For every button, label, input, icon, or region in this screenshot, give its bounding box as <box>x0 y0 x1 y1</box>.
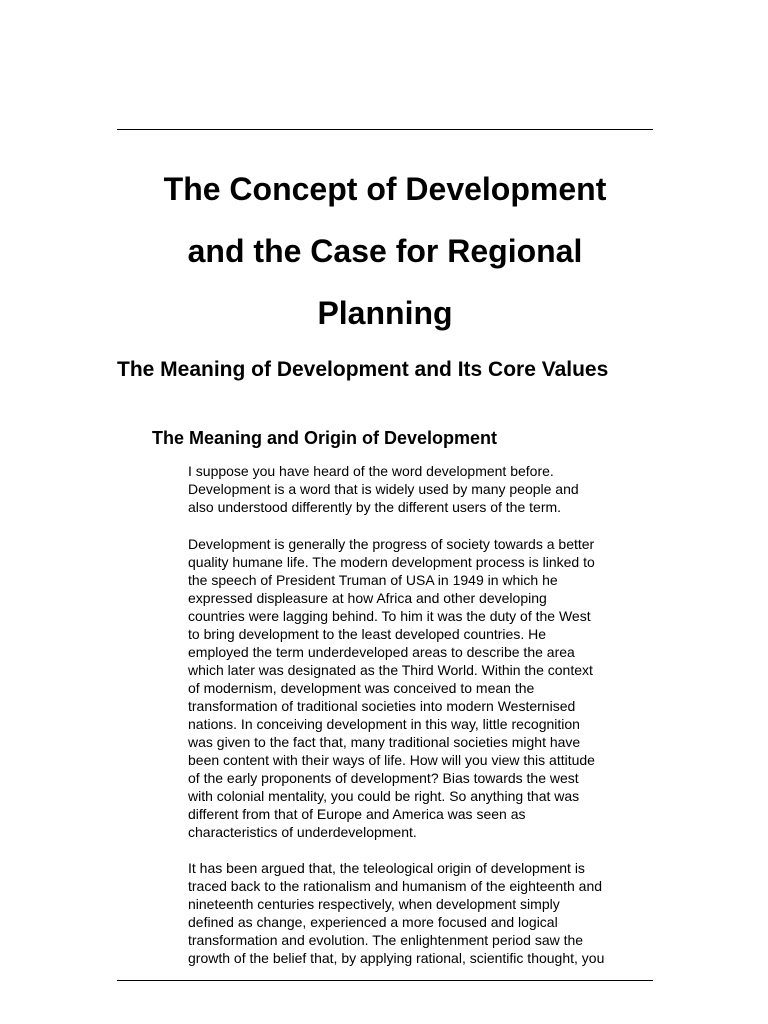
text-line: nineteenth centuries respectively, when development simply <box>188 896 560 912</box>
bottom-rule <box>117 980 653 981</box>
text-line: of modernism, development was conceived to mean the <box>188 680 535 696</box>
text-line: been content with their ways of life. How will you view this attitude <box>188 752 595 768</box>
text-line: expressed displeasure at how Africa and other developing <box>188 590 547 606</box>
text-line: which later was designated as the Third World. Within the context <box>188 662 593 678</box>
text-line: transformation and evolution. The enlightenment period saw the <box>188 932 584 948</box>
text-line: nations. In conceiving development in this way, little recognition <box>188 716 580 732</box>
text-line: quality humane life. The modern development process is linked to <box>188 554 595 570</box>
title-line: and the Case for Regional <box>187 233 583 269</box>
text-line: traced back to the rationalism and humanism of the eighteenth and <box>188 878 603 894</box>
document-title <box>117 158 653 344</box>
text-line: with colonial mentality, you could be right. So anything that was <box>188 788 580 804</box>
text-line: the speech of President Truman of USA in 1949 in which he <box>188 572 558 588</box>
text-line: growth of the belief that, by applying rational, scientific thought, you <box>188 950 605 966</box>
text-line: It has been argued that, the teleological origin of development is <box>188 860 585 876</box>
text-line: also understood differently by the different users of the term. <box>188 499 562 515</box>
title-line: The Concept of Development <box>163 171 607 207</box>
subsection-heading: The Meaning and Origin of Development <box>152 428 498 448</box>
text-line: different from that of Europe and America was seen as <box>188 806 526 822</box>
title-line: Planning <box>317 295 453 331</box>
section-heading: The Meaning of Development and Its Core Values <box>117 358 609 381</box>
text-line: defined as change, experienced a more focused and logical <box>188 914 558 930</box>
text-line: Development is a word that is widely used by many people and <box>188 481 579 497</box>
text-line: Development is generally the progress of society towards a better <box>188 536 595 552</box>
text-line: transformation of traditional societies into modern Westernised <box>188 698 576 714</box>
text-line: of the early proponents of development? Bias towards the west <box>188 770 579 786</box>
paragraph-2 <box>188 535 658 841</box>
top-rule <box>117 129 653 130</box>
text-line: employed the term underdeveloped areas to describe the area <box>188 644 575 660</box>
paragraph-1 <box>188 462 658 516</box>
text-line: was given to the fact that, many traditional societies might have <box>188 734 581 750</box>
text-line: characteristics of underdevelopment. <box>188 824 417 840</box>
text-line: countries were lagging behind. To him it was the duty of the West <box>188 608 591 624</box>
paragraph-3 <box>188 859 658 967</box>
text-line: I suppose you have heard of the word development before. <box>188 463 554 479</box>
text-line: to bring development to the least developed countries. He <box>188 626 547 642</box>
